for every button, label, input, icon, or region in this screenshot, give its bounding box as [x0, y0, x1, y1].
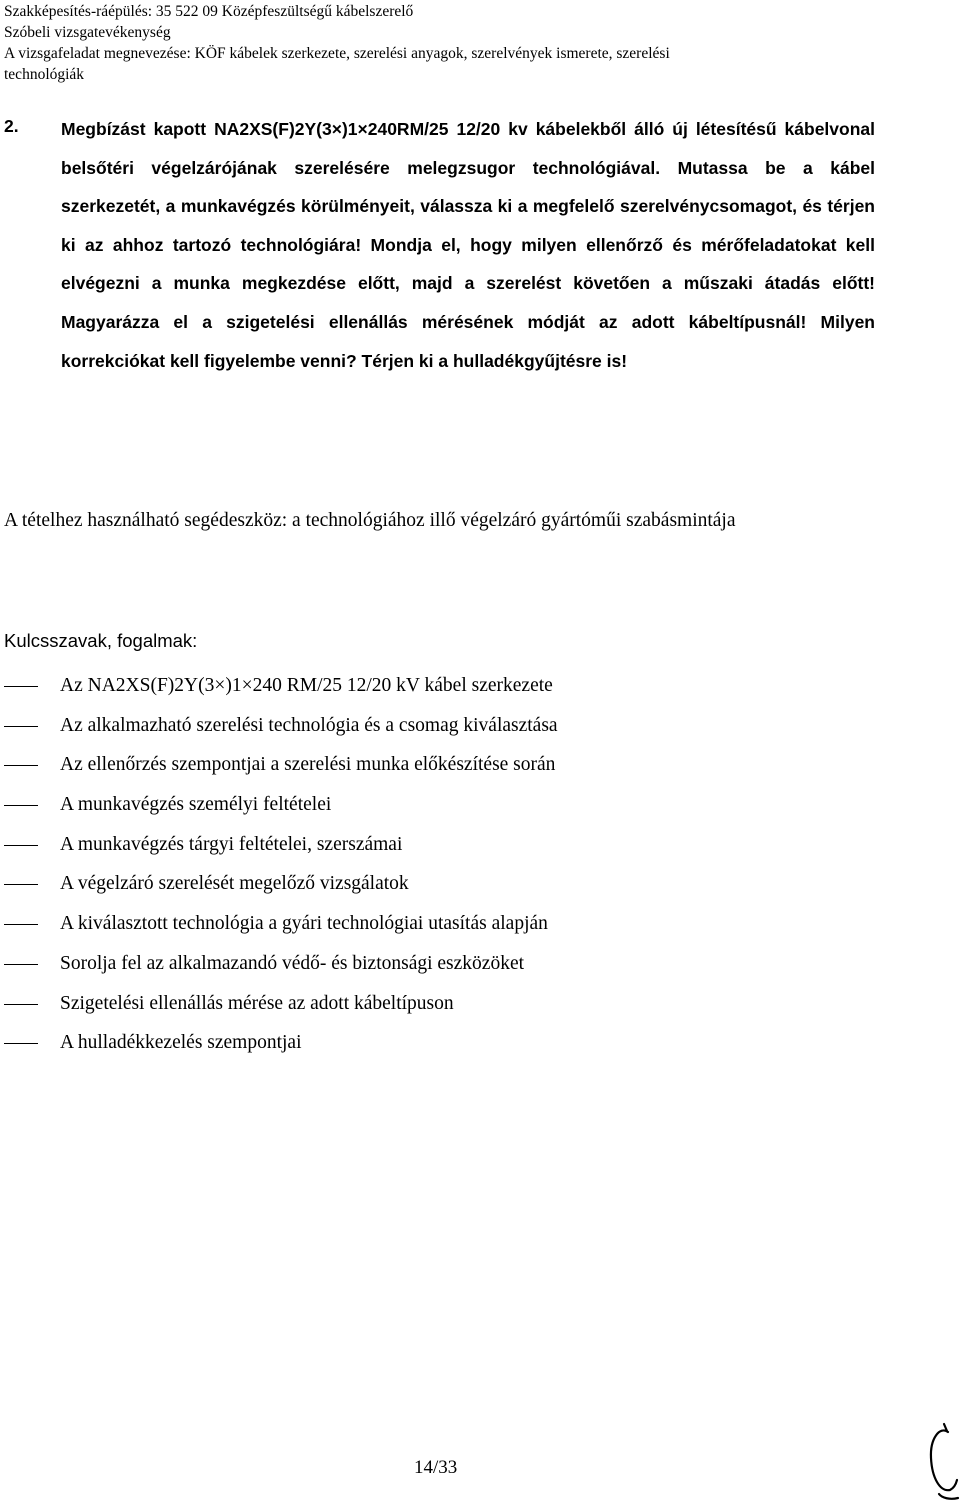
- dash-bullet: [4, 924, 38, 925]
- keyword-label: Sorolja fel az alkalmazandó védő- és biztonsági eszközöket: [60, 952, 525, 974]
- keyword-label: A munkavégzés tárgyi feltételei, szerszámai: [60, 833, 403, 855]
- dash-bullet: [4, 884, 38, 885]
- header-qualification: Szakképesítés-ráépülés: 35 522 09 Középfeszültségű kábelszerelő: [4, 3, 414, 20]
- dash-bullet: [4, 845, 38, 846]
- page-number: 14/33: [414, 1457, 458, 1478]
- allowed-tool-text: A tételhez használható segédeszköz: a technológiához illő végelzáró gyártóműi szabásmintája: [4, 510, 736, 531]
- dash-bullet: [4, 964, 38, 965]
- handwritten-signature: [920, 1418, 960, 1503]
- keyword-label: Az NA2XS(F)2Y(3×)1×240 RM/25 12/20 kV kábel szerkezete: [60, 675, 553, 696]
- keywords-title: Kulcsszavak, fogalmak:: [4, 630, 198, 651]
- keyword-label: Az ellenőrzés szempontjai a szerelési munka előkészítése során: [60, 754, 556, 776]
- header-task-name: A vizsgafeladat megnevezése: KÖF kábelek szerkezete, szerelési anyagok, szerelvények ismerete, szerelési: [4, 45, 670, 62]
- keyword-label: Szigetelési ellenállás mérése az adott kábeltípuson: [60, 992, 454, 1014]
- keyword-label: A munkavégzés személyi feltételei: [60, 794, 332, 816]
- keyword-label: A hulladékkezelés szempontjai: [60, 1032, 302, 1054]
- dash-bullet: [4, 1004, 38, 1005]
- header-exam-type: Szóbeli vizsgatevékenység: [4, 24, 171, 41]
- dash-bullet: [4, 805, 38, 806]
- keyword-label: A végelzáró szerelését megelőző vizsgálatok: [60, 873, 409, 895]
- question-text: Megbízást kapott NA2XS(F)2Y(3×)1×240RM/25 12/20 kv kábelekből álló új létesítésű kábelvonal belsőtéri végelzárójának szerelésére melegzsugor technológiával. Mutassa be a kábel szerkezetét, a munkavégzés körülményeit, válassza ki a megfelelő szerelvénycsomagot, és térjen ki az ahhoz tartozó technológiára! Mondja el, hogy milyen ellenőrző és mérőfeladatokat kell elvégezni a munka megkezdése előtt, majd a szerelést követően a műszaki átadás előtt! Magyarázza el a szigetelési ellenállás mérésének módját az adott kábeltípusnál! Milyen korrekciókat kell figyelembe venni? Térjen ki a hulladékgyűjtésre is!: [61, 119, 875, 371]
- header-task-name-cont: technológiák: [4, 66, 85, 83]
- dash-bullet: [4, 726, 38, 727]
- question-number: 2.: [4, 116, 19, 136]
- keyword-label: A kiválasztott technológia a gyári technológiai utasítás alapján: [60, 913, 548, 935]
- dash-bullet: [4, 765, 38, 766]
- dash-bullet: [4, 686, 38, 687]
- keyword-label: Az alkalmazható szerelési technológia és a csomag kiválasztása: [60, 714, 558, 736]
- dash-bullet: [4, 1043, 38, 1044]
